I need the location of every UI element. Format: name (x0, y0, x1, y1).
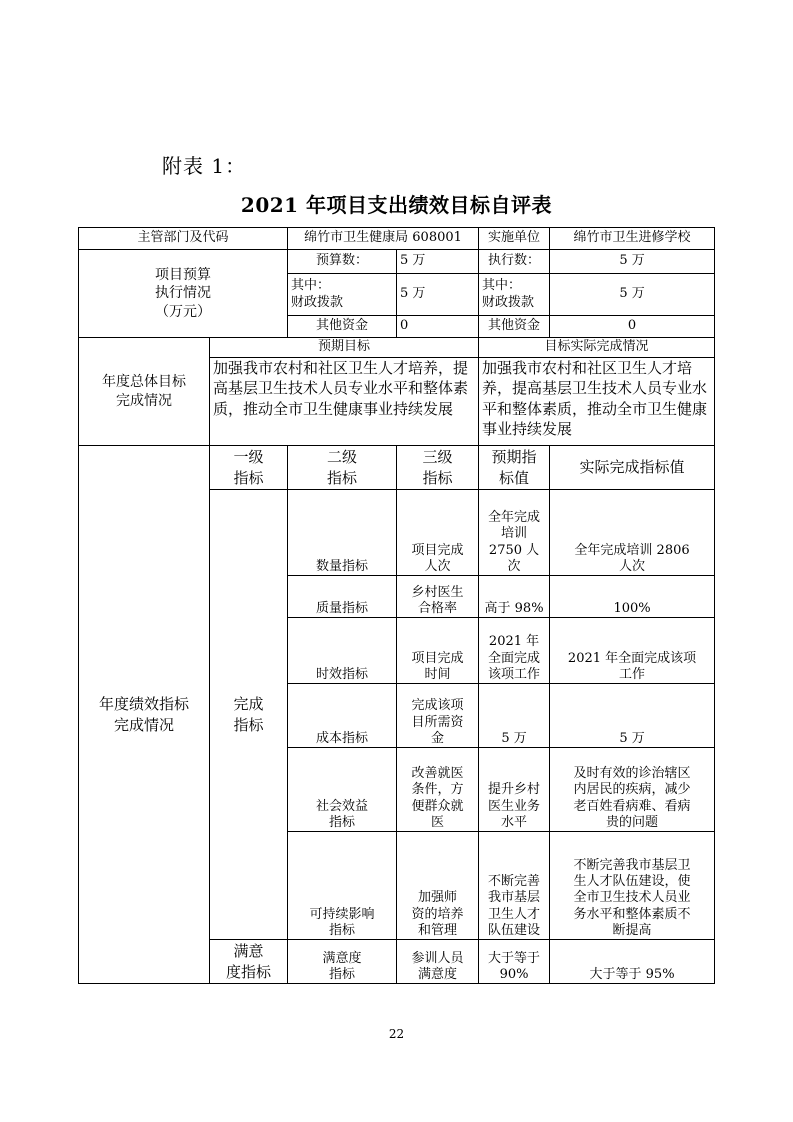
header-level2: 二级 指标 (288, 446, 397, 490)
row-satisfaction-level3: 参训人员 满意度 (397, 940, 479, 984)
row-social-level3: 改善就医 条件，方 便群众就 医 (397, 748, 479, 832)
row-social-level2: 社会效益 指标 (288, 748, 397, 832)
row-social-expected: 提升乡村 医生业务 水平 (479, 748, 550, 832)
row-cost-expected: 5 万 (479, 684, 550, 748)
row-timeliness-level2: 时效指标 (288, 618, 397, 684)
row-timeliness-actual: 2021 年全面完成该项 工作 (550, 618, 715, 684)
row-cost-level3: 完成该项 目所需资 金 (397, 684, 479, 748)
budget-value: 5 万 (397, 250, 479, 274)
row-quality-actual: 100% (550, 576, 715, 618)
budget-section-label: 项目预算 执行情况 （万元） (79, 250, 288, 338)
header-level3: 三级 指标 (397, 446, 479, 490)
expected-goal-header: 预期目标 (210, 338, 479, 358)
header-expected: 预期指 标值 (479, 446, 550, 490)
exec-value: 5 万 (550, 250, 715, 274)
row-satisfaction-level2: 满意度 指标 (288, 940, 397, 984)
fin-budget-value: 5 万 (397, 274, 479, 316)
row-quality-expected: 高于 98% (479, 576, 550, 618)
row-satisfaction-actual: 大于等于 95% (550, 940, 715, 984)
budget-label: 预算数： (288, 250, 397, 274)
exec-label: 执行数： (479, 250, 550, 274)
row-sustainable-actual: 不断完善我市基层卫 生人才队伍建设，使 全市卫生技术人员业 务水平和整体素质不 断提高 (550, 832, 715, 940)
row-sustainable-expected: 不断完善 我市基层 卫生人才 队伍建设 (479, 832, 550, 940)
level1-completion-label: 完成 指标 (210, 490, 288, 940)
row-quantity-actual: 全年完成培训 2806 人次 (550, 490, 715, 576)
header-level1: 一级 指标 (210, 446, 288, 490)
dept-value: 绵竹市卫生健康局 608001 (288, 228, 479, 250)
row-sustainable-level2: 可持续影响 指标 (288, 832, 397, 940)
actual-goal-text: 加强我市农村和社区卫生人才培养，提高基层卫生技术人员专业水平和整体素质，推动全市卫生健康事业持续发展 (479, 358, 715, 446)
row-social-actual: 及时有效的诊治辖区 内居民的疾病，减少 老百姓看病难、看病 贵的问题 (550, 748, 715, 832)
page-number: 22 (388, 1027, 405, 1041)
performance-table (78, 227, 715, 984)
header-actual: 实际完成指标值 (550, 446, 715, 490)
row-satisfaction-expected: 大于等于 90% (479, 940, 550, 984)
actual-goal-header: 目标实际完成情况 (479, 338, 715, 358)
row-quantity-level2: 数量指标 (288, 490, 397, 576)
indicators-section-label: 年度绩效指标 完成情况 (79, 446, 210, 984)
goals-section-label: 年度总体目标 完成情况 (79, 338, 210, 446)
row-timeliness-level3: 项目完成 时间 (397, 618, 479, 684)
level1-satisfaction-label: 满意 度指标 (210, 940, 288, 984)
row-timeliness-expected: 2021 年 全面完成 该项工作 (479, 618, 550, 684)
other-exec-value: 0 (550, 316, 715, 338)
unit-label: 实施单位 (479, 228, 550, 250)
document-title: 2021 年项目支出绩效目标自评表 (240, 193, 553, 217)
row-cost-level2: 成本指标 (288, 684, 397, 748)
unit-value: 绵竹市卫生进修学校 (550, 228, 715, 250)
expected-goal-text: 加强我市农村和社区卫生人才培养，提高基层卫生技术人员专业水平和整体素质，推动全市卫生健康事业持续发展 (210, 358, 479, 446)
dept-label: 主管部门及代码 (79, 228, 288, 250)
other-label: 其他资金 (288, 316, 397, 338)
fin-exec-value: 5 万 (550, 274, 715, 316)
attachment-label: 附表 1： (162, 154, 247, 178)
row-quantity-expected: 全年完成 培训 2750 人 次 (479, 490, 550, 576)
fin-exec-label: 其中： 财政拨款 (479, 274, 550, 316)
row-quality-level3: 乡村医生 合格率 (397, 576, 479, 618)
row-quantity-level3: 项目完成 人次 (397, 490, 479, 576)
other-budget-value: 0 (397, 316, 479, 338)
other-exec-label: 其他资金 (479, 316, 550, 338)
row-quality-level2: 质量指标 (288, 576, 397, 618)
row-cost-actual: 5 万 (550, 684, 715, 748)
row-sustainable-level3: 加强师 资的培养 和管理 (397, 832, 479, 940)
fin-label: 其中： 财政拨款 (288, 274, 397, 316)
